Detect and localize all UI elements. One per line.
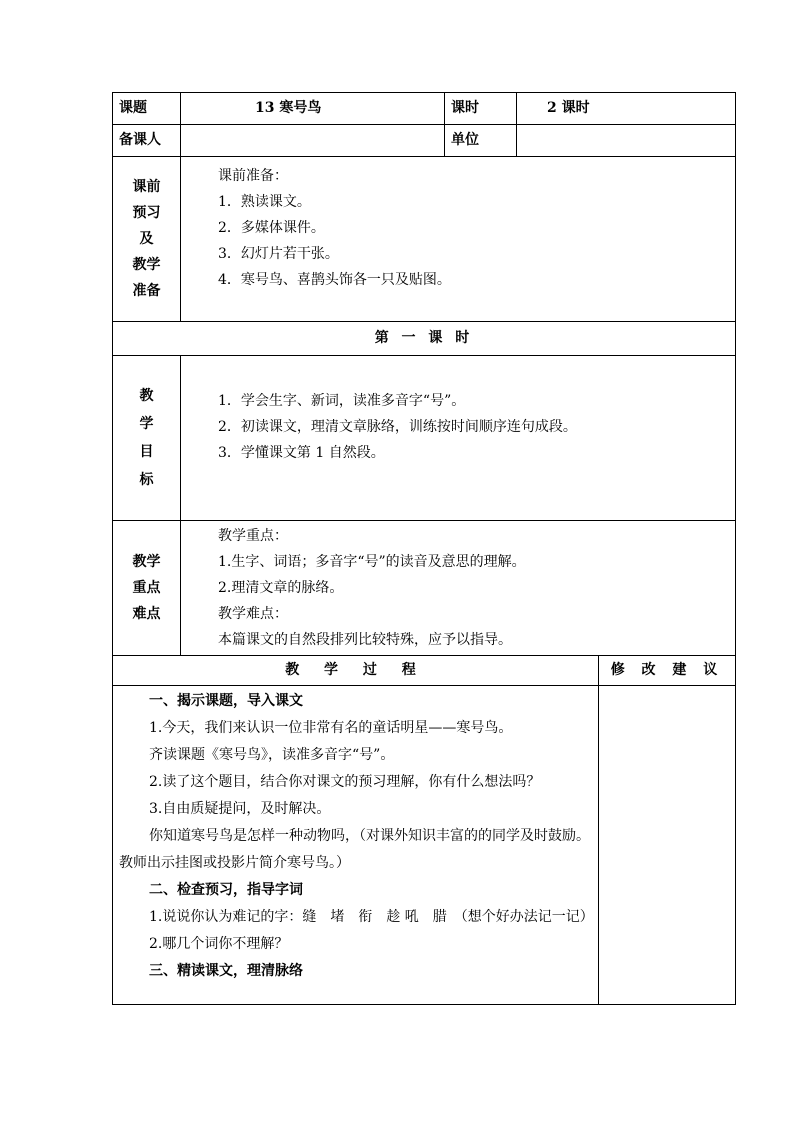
prep-line: 课前准备： [218, 168, 288, 184]
goals-label [113, 356, 181, 521]
prep-label-line: 及 [139, 231, 154, 247]
process-paragraph: 1.说说你认为难记的字：缝 堵 衔 趁 吼 腊 （想个好办法记一记） [149, 909, 594, 925]
process-paragraph: 1.今天，我们来认识一位非常有名的童话明星——寒号鸟。 [149, 720, 513, 736]
prep-label-line: 课前 [132, 179, 161, 195]
session-row [113, 322, 736, 356]
goals-line: 2．初读课文，理清文章脉络，训练按时间顺序连句成段。 [218, 419, 577, 435]
prep-label-line: 教学 [132, 257, 161, 273]
keypoints-line: 教学难点： [218, 606, 288, 622]
lesson-row [113, 93, 736, 125]
goals-label-line: 教 [139, 388, 154, 404]
goals-label-line: 学 [139, 416, 154, 432]
hours-label: 课时 [445, 93, 517, 125]
process-content [113, 686, 599, 1005]
process-heading: 二、检查预习，指导字词 [149, 882, 303, 898]
process-paragraph: 2.读了这个题目，结合你对课文的预习理解，你有什么想法吗？ [149, 774, 541, 790]
goals-label-line: 目 [139, 444, 154, 460]
lesson-label: 课题 [113, 93, 181, 125]
keypoints-line: 1.生字、词语；多音字“号”的读音及意思的理解。 [218, 554, 526, 570]
prep-line: 3．幻灯片若干张。 [218, 246, 339, 262]
process-paragraph: 你知道寒号鸟是怎样一种动物吗，（对课外知识丰富的的同学及时鼓励。教师出示挂图或投影片简介寒号鸟。） [119, 828, 590, 871]
unit-label: 单位 [445, 125, 517, 157]
lesson-plan-table [112, 92, 736, 1005]
process-paragraph: 齐读课题《寒号鸟》，读准多音字“号”。 [149, 747, 395, 763]
goals-line: 3．学懂课文第 1 自然段。 [218, 445, 385, 461]
process-paragraph: 2.哪几个词你不理解？ [149, 936, 289, 952]
hours-value: 2 课时 [517, 93, 736, 125]
goals-content [181, 356, 736, 521]
prep-label-line: 预习 [132, 205, 161, 221]
keypoints-content [181, 521, 736, 656]
prep-line: 1．熟读课文。 [218, 194, 311, 210]
prep-content [181, 157, 736, 322]
prep-line: 2．多媒体课件。 [218, 220, 325, 236]
keypoints-line: 2.理清文章的脉络。 [218, 580, 344, 596]
keypoints-label-line: 教学 [132, 554, 161, 570]
process-heading: 一、揭示课题，导入课文 [149, 693, 303, 709]
prep-label [113, 157, 181, 322]
process-header-row [113, 656, 736, 686]
prep-line: 4．寒号鸟、喜鹊头饰各一只及贴图。 [218, 272, 451, 288]
goals-label-line: 标 [139, 472, 154, 488]
prep-row [113, 157, 736, 322]
preparer-value [181, 125, 445, 157]
keypoints-label [113, 521, 181, 656]
revise-content [599, 686, 736, 1005]
keypoints-label-line: 难点 [132, 606, 161, 622]
keypoints-row [113, 521, 736, 656]
revise-title: 修 改 建 议 [599, 656, 736, 686]
keypoints-line: 本篇课文的自然段排列比较特殊，应予以指导。 [218, 632, 512, 648]
goals-row [113, 356, 736, 521]
keypoints-label-line: 重点 [132, 580, 161, 596]
session-title: 第 一 课 时 [113, 322, 736, 356]
process-body-row [113, 686, 736, 1005]
keypoints-line: 教学重点： [218, 528, 288, 544]
process-heading: 三、精读课文，理清脉络 [149, 963, 303, 979]
goals-line: 1．学会生字、新词，读准多音字“号”。 [218, 393, 466, 409]
unit-value [517, 125, 736, 157]
preparer-label: 备课人 [113, 125, 181, 157]
process-title: 教 学 过 程 [113, 656, 599, 686]
prep-label-line: 准备 [132, 283, 161, 299]
preparer-row [113, 125, 736, 157]
lesson-title: 13 寒号鸟 [181, 93, 445, 125]
process-paragraph: 3.自由质疑提问，及时解决。 [149, 801, 331, 817]
